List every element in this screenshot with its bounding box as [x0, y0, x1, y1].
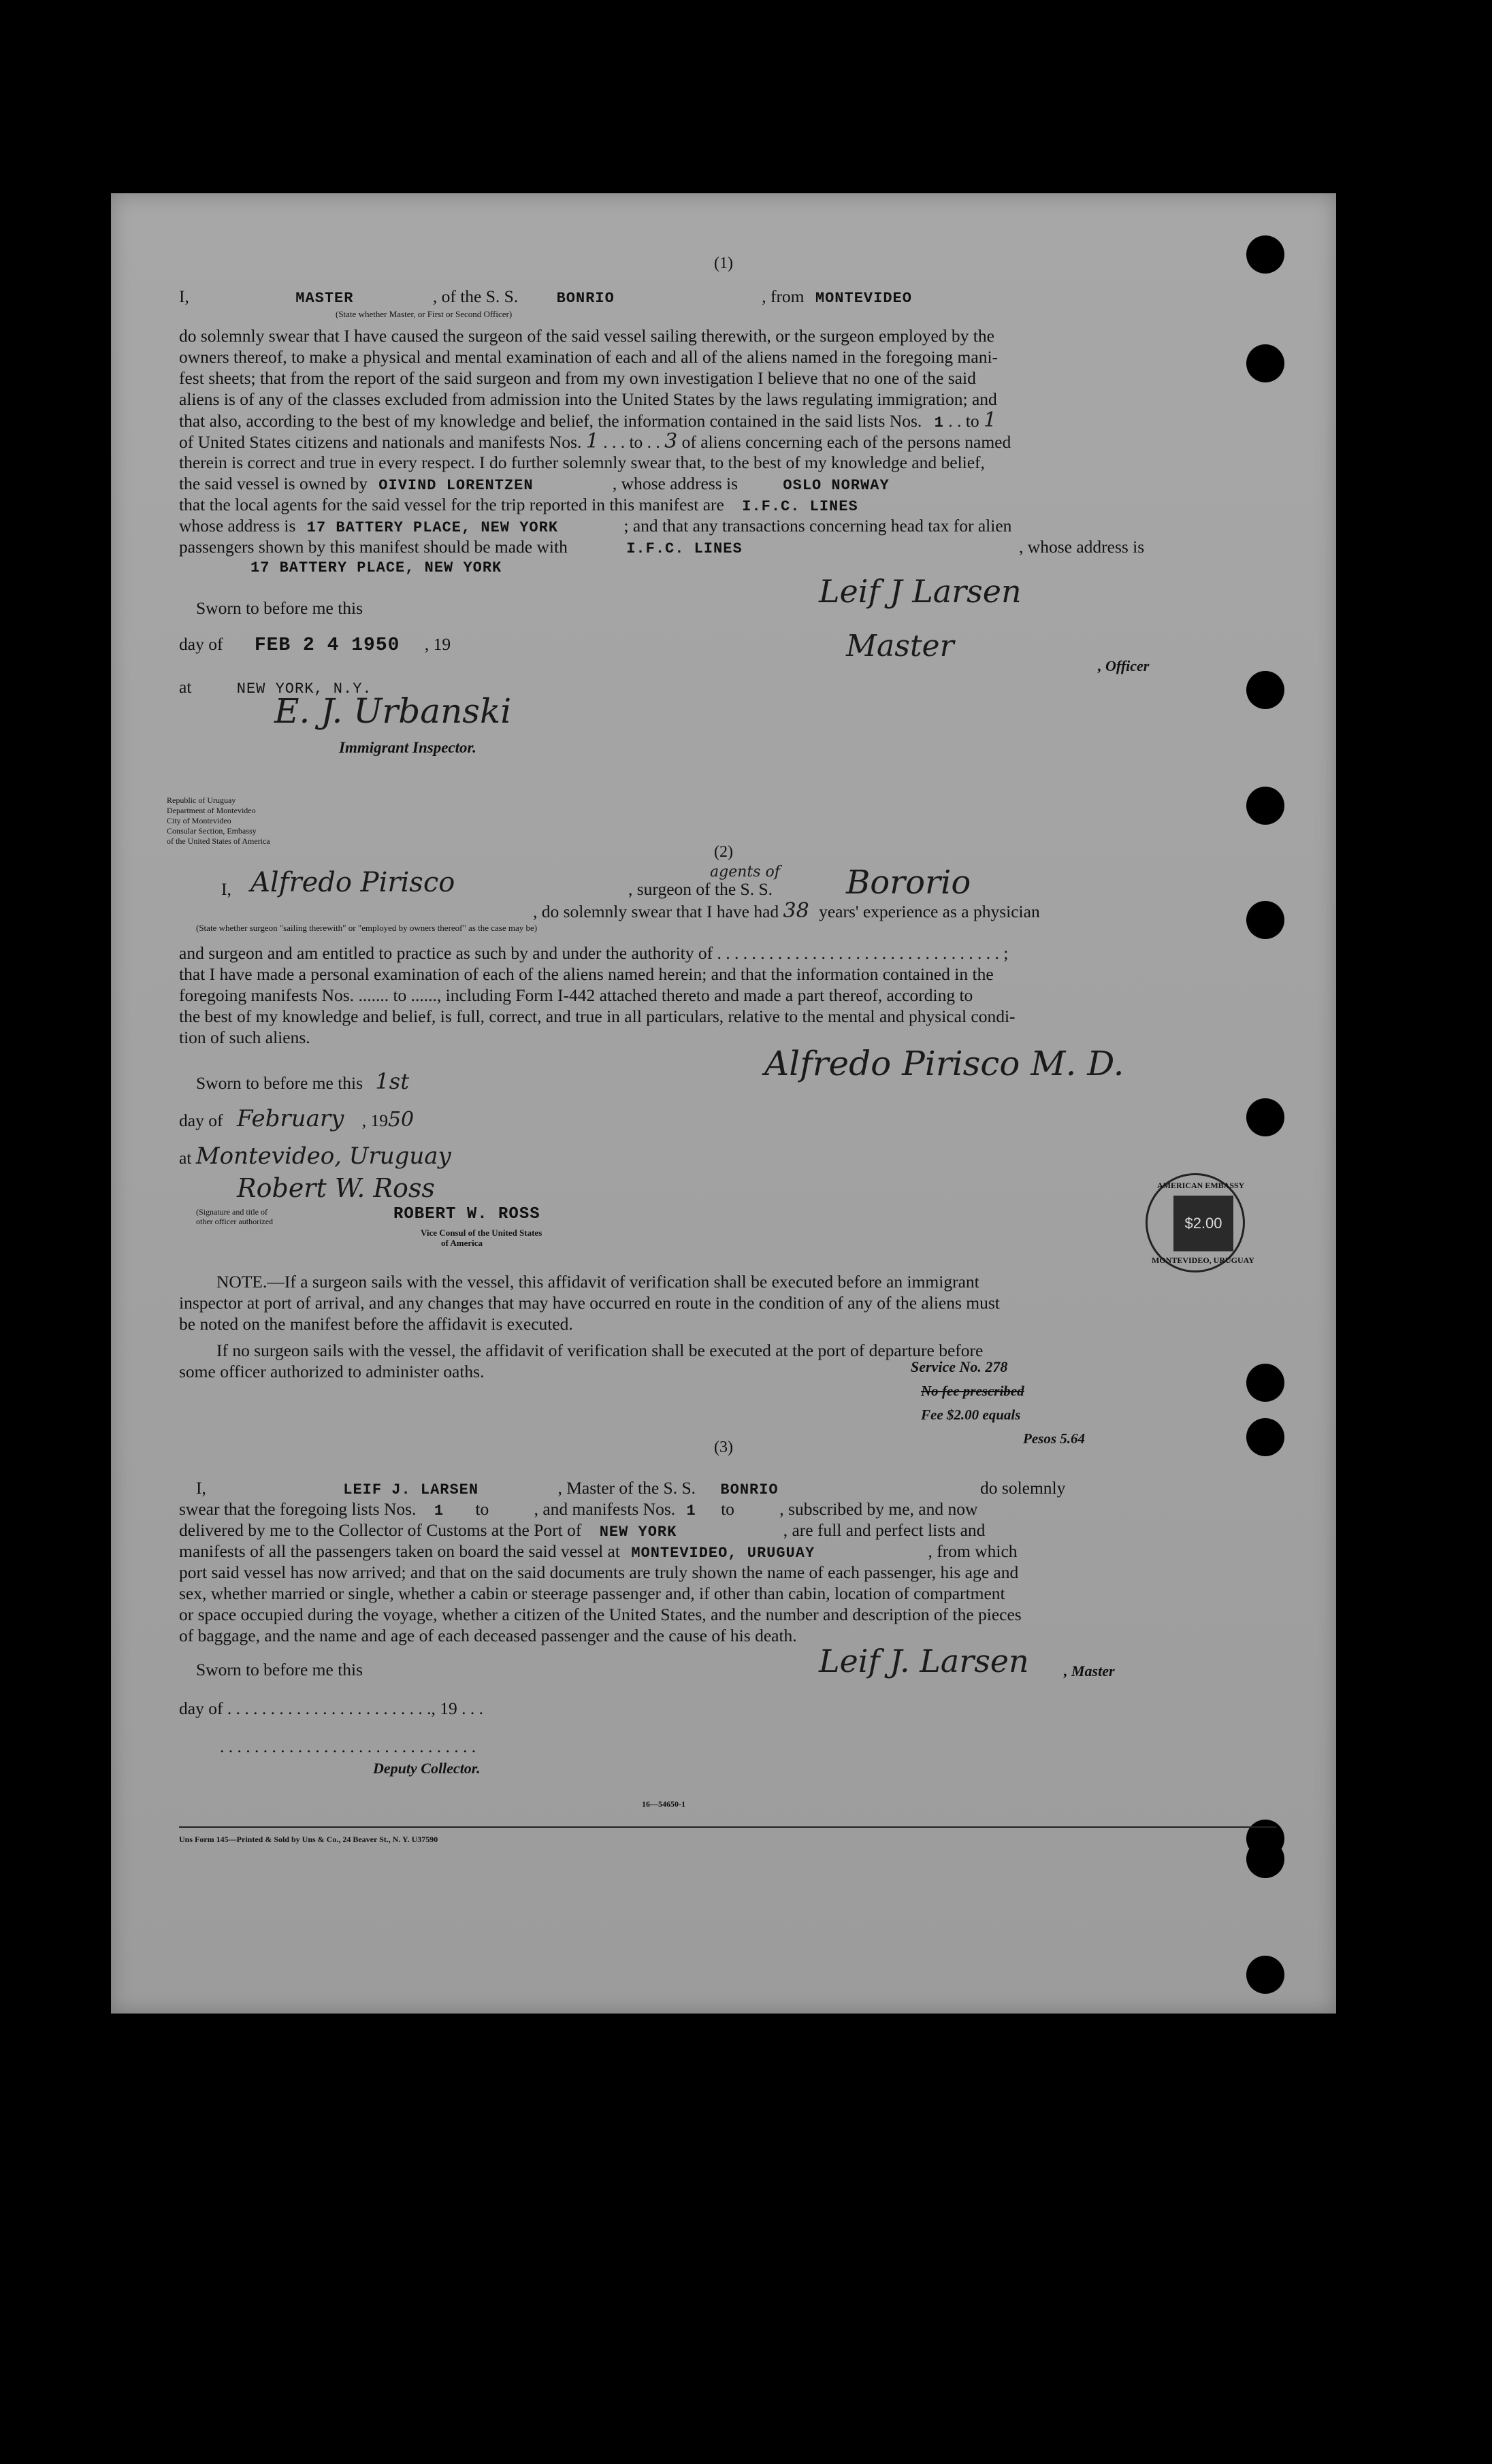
embark-port-typed: MONTEVIDEO, URUGUAY — [631, 1545, 815, 1562]
rank-typed: MASTER — [295, 290, 354, 307]
inspector-signature: E. J. Urbanski — [274, 691, 512, 731]
note-line: be noted on the manifest before the affidavit is executed. — [179, 1314, 573, 1334]
no-fee-prescribed: No fee prescribed — [921, 1383, 1024, 1399]
official-name: ROBERT W. ROSS — [393, 1205, 540, 1223]
agents-typed: I.F.C. LINES — [742, 498, 858, 515]
body-line: manifests of all the passengers taken on board the said vessel at MONTEVIDEO, URUGUAY , from which — [179, 1541, 1018, 1562]
body-line: swear that the foregoing lists Nos. 1 to , and manifests Nos. 1 to , subscribed by me, and now — [179, 1499, 978, 1520]
sworn-day: 1st — [375, 1068, 410, 1094]
sworn-line: Sworn to before me this — [196, 1660, 363, 1679]
port-typed: MONTEVIDEO — [815, 290, 912, 307]
body-line: delivered by me to the Collector of Customs at the Port of NEW YORK , are full and perfect lists and — [179, 1520, 986, 1541]
official-signature: Robert W. Ross — [237, 1173, 435, 1203]
day-of-line: day of . . . . . . . . . . . . . . . . . . . . . . . ., 19 . . . — [179, 1698, 483, 1718]
place-stamp: NEW YORK, N.Y. — [236, 680, 372, 697]
vessel-typed: BONRIO — [556, 290, 615, 307]
punch-hole — [1246, 1364, 1284, 1402]
pesos-amount: Pesos 5.64 — [1023, 1430, 1085, 1447]
sworn-place: Montevideo, Uruguay — [195, 1143, 451, 1170]
stamp-ring-bottom: MONTEVIDEO, URUGUAY — [1152, 1255, 1254, 1265]
surgeon-line: I, — [221, 879, 231, 899]
body-line: do solemnly swear that I have caused the surgeon of the said vessel sailing therewith, or the surgeon employed by the — [179, 326, 994, 346]
officer-label: , Officer — [1098, 657, 1150, 674]
day-of-line: day of February , 1950 — [179, 1105, 415, 1132]
master-line: I, LEIF J. LARSEN , Master of the S. S. BONRIO do solemnly — [196, 1478, 1066, 1498]
body-line: of United States citizens and nationals and manifests Nos. 1 . . . to . . 3 of aliens concerning each of the persons named — [179, 429, 1011, 453]
collector-dots: . . . . . . . . . . . . . . . . . . . . . . . . . . . . . . — [220, 1737, 476, 1756]
master-name-typed: LEIF J. LARSEN — [343, 1481, 479, 1498]
lists-from: 1 — [934, 414, 944, 431]
note-line: some officer authorized to administer oaths. — [179, 1362, 485, 1381]
body-line: that I have made a personal examination of each of the aliens named herein; and that the information contained in the — [179, 964, 994, 984]
surgeon-name: Alfredo Pirisco — [250, 867, 455, 898]
manifests-to: 3 — [664, 429, 678, 453]
official-title: Vice Consul of the United States — [421, 1228, 542, 1238]
body-line: fest sheets; that from the report of the said surgeon and from my own investigation I believe that no one of the said — [179, 368, 976, 388]
body-line: passengers shown by this manifest should be made with I.F.C. LINES , whose address is — [179, 537, 1145, 557]
consular-stamp-line: Republic of Uruguay — [167, 795, 236, 805]
punch-hole — [1246, 901, 1284, 939]
note-line: NOTE.—If a surgeon sails with the vessel, this affidavit of verification shall be executed before an immigrant — [216, 1272, 979, 1292]
consular-stamp-line: Consular Section, Embassy — [167, 826, 257, 836]
body-line: of baggage, and the name and age of each deceased passenger and the cause of his death. — [179, 1626, 797, 1645]
agents-address-typed: 17 BATTERY PLACE, NEW YORK — [306, 519, 559, 536]
surgeon-vessel: Bororio — [846, 864, 971, 902]
vessel-typed: BONRIO — [720, 1481, 779, 1498]
footer-imprint: Uns Form 145—Printed & Sold by Uns & Co., 24 Beaver St., N. Y. U37590 — [179, 1835, 438, 1844]
manifest-page — [111, 193, 1336, 2014]
section-number: (1) — [714, 254, 733, 272]
stamp-ring-top: AMERICAN EMBASSY — [1157, 1181, 1245, 1190]
at-line: at NEW YORK, N.Y. — [179, 677, 372, 697]
punch-hole — [1246, 1956, 1284, 1994]
master-signature: Leif J Larsen — [819, 573, 1022, 610]
embassy-fee-stamp — [1146, 1173, 1254, 1272]
punch-hole — [1246, 1098, 1284, 1136]
consular-stamp-line: City of Montevideo — [167, 816, 231, 825]
note-line: inspector at port of arrival, and any changes that may have occurred en route in the condition of any of the aliens must — [179, 1293, 1000, 1313]
body-line: owners thereof, to make a physical and mental examination of each and all of the aliens named in the foregoing mani- — [179, 347, 999, 367]
owner-typed: OIVIND LORENTZEN — [378, 477, 534, 494]
lists-from: 1 — [434, 1502, 444, 1520]
punch-hole — [1246, 344, 1284, 382]
footer-rule — [179, 1826, 1276, 1828]
note-line: If no surgeon sails with the vessel, the affidavit of verification shall be executed at the port of departure before — [216, 1341, 984, 1360]
agents-of-note: agents of — [710, 864, 780, 881]
section-number: (3) — [714, 1439, 733, 1456]
service-number: Service No. 278 — [911, 1358, 1008, 1375]
head-tax-address-typed: 17 BATTERY PLACE, NEW YORK — [250, 559, 502, 576]
surgeon-signature: Alfredo Pirisco M. D. — [764, 1044, 1124, 1083]
punch-hole — [1246, 1840, 1284, 1878]
body-line: and surgeon and am entitled to practice as such by and under the authority of . . . . . . . . . . . . . . . . . . . . . . . . . . . . . . . . . ; — [179, 943, 1009, 963]
officer-signature: Master — [846, 629, 954, 663]
head-tax-agent-typed: I.F.C. LINES — [626, 540, 743, 557]
sworn-line: Sworn to before me this — [196, 598, 363, 618]
consular-stamp-line: of the United States of America — [167, 836, 270, 846]
master-label: , Master — [1064, 1662, 1115, 1679]
punch-hole — [1246, 787, 1284, 825]
state-note: (State whether surgeon "sailing therewith" or "employed by owners thereof" as the case may be) — [196, 923, 538, 933]
sig-note: other officer authorized — [196, 1217, 274, 1226]
surgeon-of-label: , surgeon of the S. S. — [628, 879, 773, 899]
body-line: therein is correct and true in every respect. I do further solemnly swear that, to the best of my knowledge and belief, — [179, 453, 985, 472]
surgeon-swear-line: , do solemnly swear that I have had 38 years' experience as a physician — [533, 899, 1040, 923]
body-line: or space occupied during the voyage, whether a citizen of the United States, and the number and description of the pieces — [179, 1605, 1022, 1624]
owner-address-typed: OSLO NORWAY — [783, 477, 890, 494]
sworn-date-stamp: FEB 2 4 1950 — [254, 635, 400, 656]
section-number: (2) — [714, 843, 733, 861]
lists-to: 1 — [983, 408, 997, 432]
lists-to: 1 — [686, 1502, 696, 1520]
line-intro: I, MASTER , of the S. S. BONRIO , from MONTEVIDEO — [179, 286, 912, 307]
surgeon-years: 38 — [783, 899, 809, 923]
body-line: the best of my knowledge and belief, is full, correct, and true in all particulars, relative to the mental and physical condi- — [179, 1006, 1016, 1026]
body-line: sex, whether married or single, whether a cabin or steerage passenger and, if other than cabin, location of compartment — [179, 1583, 1005, 1603]
body-line: foregoing manifests Nos. ....... to ......, including Form I-442 attached thereto and made a part thereof, according to — [179, 985, 973, 1005]
body-line: port said vessel has now arrived; and that on the said documents are truly shown the name of each passenger, his age and — [179, 1562, 1019, 1582]
fee-amount: Fee $2.00 equals — [921, 1407, 1021, 1423]
official-title: of America — [441, 1238, 483, 1248]
sworn-year: 50 — [387, 1108, 415, 1132]
sig-note: (Signature and title of — [196, 1207, 267, 1217]
body-line: aliens is of any of the classes excluded from admission into the United States by the laws regulating immigration; and — [179, 389, 997, 409]
consular-stamp-line: Department of Montevideo — [167, 806, 256, 815]
port-typed: NEW YORK — [599, 1524, 677, 1541]
rank-note: (State whether Master, or First or Second Officer) — [336, 309, 513, 319]
day-of-line: day of FEB 2 4 1950 , 19 — [179, 634, 451, 656]
body-line: tion of such aliens. — [179, 1028, 310, 1047]
punch-hole — [1246, 671, 1284, 709]
deputy-collector-title: Deputy Collector. — [373, 1760, 481, 1777]
sworn-line: Sworn to before me this 1st — [196, 1068, 410, 1094]
sworn-month: February — [236, 1105, 344, 1132]
form-number: 16—54650-1 — [642, 1799, 685, 1809]
at-line: at Montevideo, Uruguay — [179, 1143, 451, 1170]
body-line: whose address is 17 BATTERY PLACE, NEW YORK ; and that any transactions concerning head tax for alien — [179, 516, 1012, 536]
body-line: the said vessel is owned by OIVIND LORENTZEN , whose address is OSLO NORWAY — [179, 474, 890, 494]
inspector-title: Immigrant Inspector. — [339, 739, 476, 756]
manifests-from: 1 — [585, 429, 599, 453]
fee-stamp-label: $2.00 — [1173, 1196, 1233, 1251]
body-line: that the local agents for the said vessel for the trip reported in this manifest are I.F.C. LINES — [179, 495, 858, 515]
body-line: that also, according to the best of my knowledge and belief, the information contained in the said lists Nos. 1 . . to 1 — [179, 408, 997, 432]
master-signature: Leif J. Larsen — [819, 1643, 1029, 1679]
